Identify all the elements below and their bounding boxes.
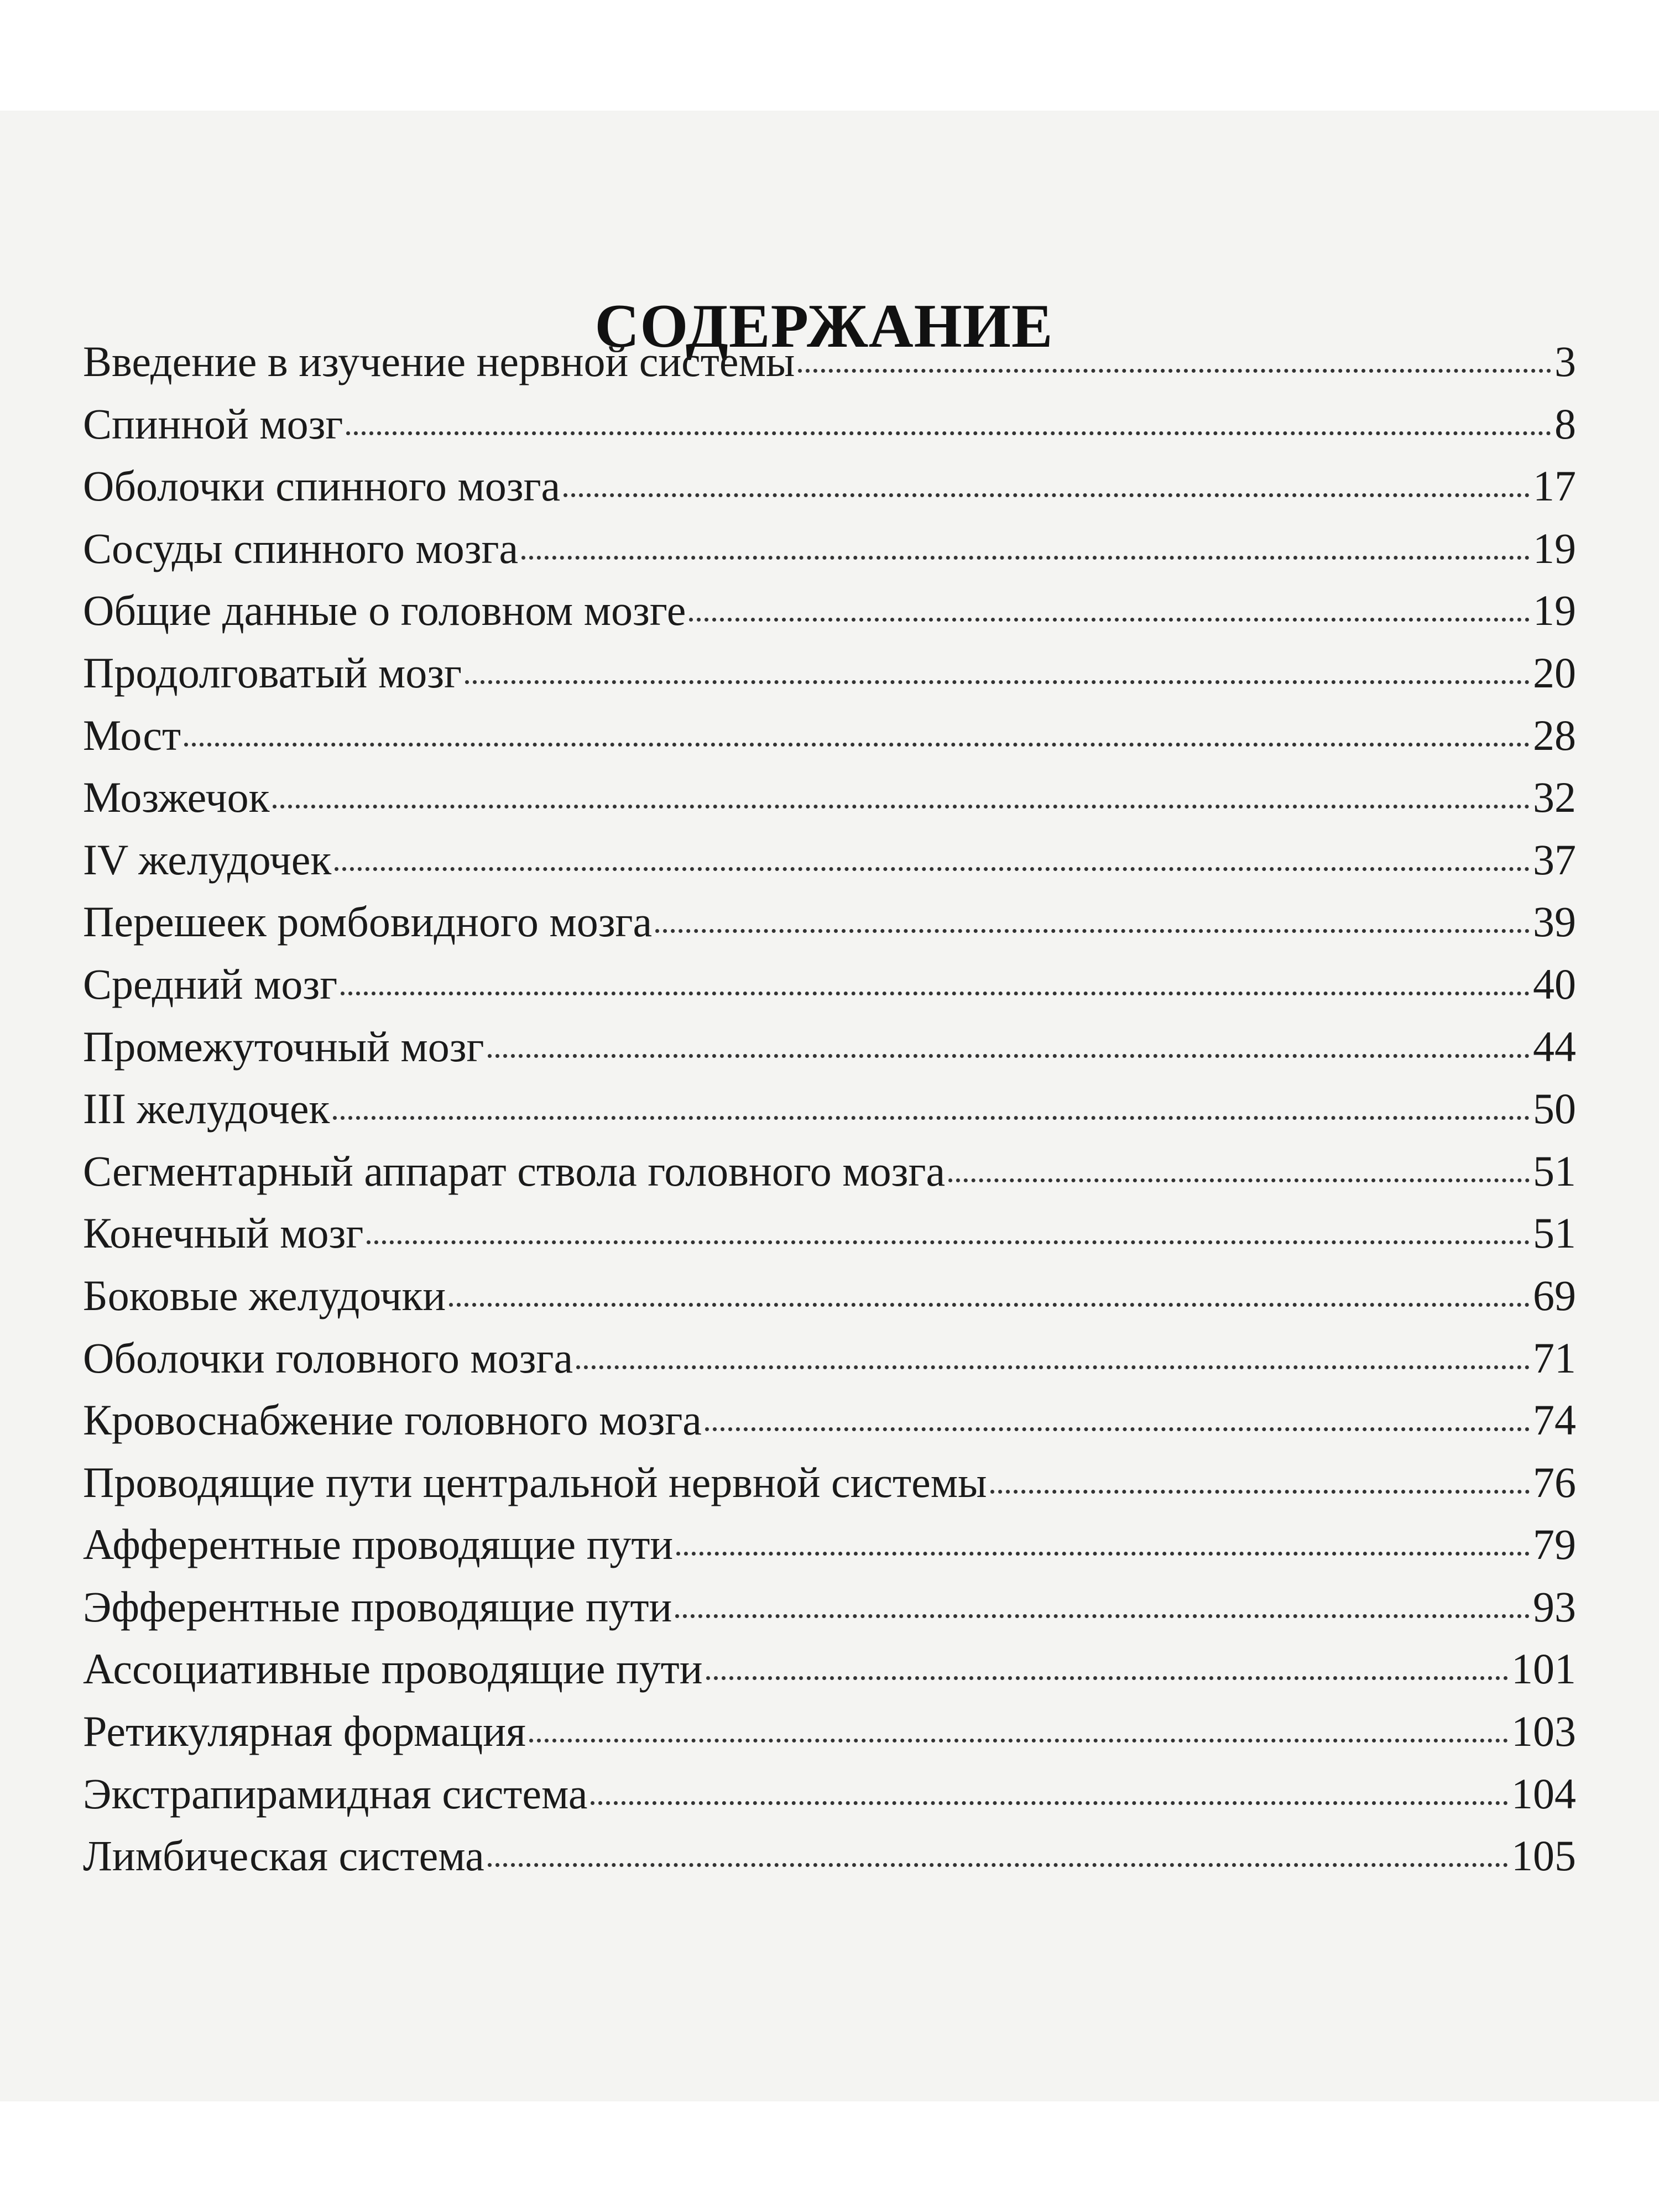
toc-entry-label: Сосуды спинного мозга — [83, 524, 519, 572]
toc-entry-label: III желудочек — [83, 1084, 330, 1133]
toc-entry-label: Ретикулярная формация — [83, 1707, 526, 1756]
toc-entry — [83, 1140, 1576, 1203]
toc-entry — [83, 1514, 1576, 1576]
toc-dot-leader — [521, 556, 1530, 560]
toc-entry-page-number: 74 — [1533, 1396, 1576, 1444]
toc-entry — [83, 331, 1576, 393]
toc-dot-leader — [576, 1365, 1530, 1369]
toc-entry-label: Мозжечок — [83, 773, 270, 822]
toc-entry — [83, 1389, 1576, 1452]
toc-dot-leader — [705, 1427, 1530, 1431]
toc-entry-label: Промежуточный мозг — [83, 1022, 484, 1071]
toc-dot-leader — [341, 992, 1530, 995]
toc-entry-page-number: 37 — [1533, 835, 1576, 884]
toc-dot-leader — [465, 680, 1530, 684]
toc-dot-leader — [367, 1240, 1530, 1244]
toc-dot-leader — [488, 1863, 1508, 1867]
toc-entry — [83, 705, 1576, 767]
toc-entry — [83, 1763, 1576, 1825]
toc-dot-leader — [591, 1801, 1508, 1805]
toc-entry-page-number: 101 — [1511, 1645, 1576, 1693]
toc-entry — [83, 891, 1576, 953]
toc-entry-label: IV желудочек — [83, 835, 332, 884]
toc-dot-leader — [689, 618, 1530, 622]
toc-dot-leader — [706, 1676, 1509, 1680]
toc-entry — [83, 1016, 1576, 1078]
toc-entry-label: Ассоциативные проводящие пути — [83, 1645, 703, 1693]
toc-dot-leader — [488, 1054, 1530, 1058]
toc-dot-leader — [676, 1552, 1530, 1556]
toc-entry — [83, 1452, 1576, 1514]
toc-dot-leader — [335, 867, 1530, 871]
toc-entry-page-number: 71 — [1533, 1333, 1576, 1382]
toc-entry — [83, 1327, 1576, 1390]
toc-entry-label: Общие данные о головном мозге — [83, 586, 686, 635]
toc-entry-page-number: 104 — [1511, 1769, 1576, 1818]
toc-entry-page-number: 20 — [1533, 648, 1576, 697]
toc-entry-page-number: 39 — [1533, 898, 1576, 946]
toc-entry-label: Лимбическая система — [83, 1832, 484, 1880]
page-title: СОДЕРЖАНИЕ — [594, 292, 1053, 361]
toc-entry-label: Перешеек ромбовидного мозга — [83, 898, 653, 946]
toc-entry-page-number: 3 — [1554, 337, 1576, 385]
toc-dot-leader — [346, 431, 1551, 435]
toc-dot-leader — [529, 1739, 1508, 1743]
toc-entry-page-number: 69 — [1533, 1271, 1576, 1319]
toc-dot-leader — [948, 1178, 1530, 1182]
toc-entry-page-number: 40 — [1533, 959, 1576, 1008]
toc-dot-leader — [184, 743, 1530, 747]
toc-entry-label: Введение в изучение нервной системы — [83, 337, 795, 385]
toc-entry — [83, 829, 1576, 891]
toc-entry — [83, 393, 1576, 456]
toc-entry-label: Экстрапирамидная система — [83, 1769, 588, 1818]
toc-entry-page-number: 76 — [1533, 1458, 1576, 1506]
toc-entry — [83, 1825, 1576, 1887]
toc-entry-label: Средний мозг — [83, 959, 338, 1008]
toc-entry-page-number: 8 — [1554, 399, 1576, 448]
toc-entry-label: Сегментарный аппарат ствола головного мозга — [83, 1146, 946, 1195]
toc-entry-page-number: 17 — [1533, 462, 1576, 510]
toc-entry-page-number: 103 — [1511, 1707, 1576, 1756]
toc-entry — [83, 1265, 1576, 1327]
toc-entry-page-number: 51 — [1533, 1209, 1576, 1258]
toc-entry — [83, 1078, 1576, 1140]
toc-entry-page-number: 32 — [1533, 773, 1576, 822]
toc-dot-leader — [675, 1614, 1530, 1618]
toc-entry — [83, 1700, 1576, 1763]
toc-entry — [83, 580, 1576, 642]
toc-entry-label: Оболочки головного мозга — [83, 1333, 573, 1382]
toc-entry — [83, 1576, 1576, 1639]
toc-entry-label: Мост — [83, 711, 181, 759]
toc-entry — [83, 1638, 1576, 1700]
toc-entry-page-number: 44 — [1533, 1022, 1576, 1071]
toc-entry-page-number: 93 — [1533, 1582, 1576, 1631]
toc-entry-page-number: 50 — [1533, 1084, 1576, 1133]
toc-entry-page-number: 105 — [1511, 1832, 1576, 1880]
toc-entry — [83, 455, 1576, 518]
toc-entry-label: Продолговатый мозг — [83, 648, 462, 697]
toc-entry — [83, 766, 1576, 829]
toc-dot-leader — [564, 493, 1530, 497]
toc-dot-leader — [798, 369, 1551, 373]
toc-entry-label: Проводящие пути центральной нервной системы — [83, 1458, 987, 1506]
toc-entry — [83, 1202, 1576, 1265]
toc-dot-leader — [655, 929, 1530, 933]
toc-entry-label: Кровоснабжение головного мозга — [83, 1396, 702, 1444]
toc-entry-label: Конечный мозг — [83, 1209, 364, 1258]
toc-entry — [83, 953, 1576, 1016]
toc-entry-page-number: 28 — [1533, 711, 1576, 759]
toc-entry-label: Боковые желудочки — [83, 1271, 446, 1319]
toc-entry-label: Эфферентные проводящие пути — [83, 1582, 672, 1631]
toc-entry-page-number: 51 — [1533, 1146, 1576, 1195]
toc-dot-leader — [273, 805, 1530, 808]
toc-entry-page-number: 19 — [1533, 586, 1576, 635]
toc-dot-leader — [990, 1490, 1530, 1494]
toc-dot-leader — [333, 1116, 1530, 1120]
toc-dot-leader — [449, 1303, 1530, 1307]
toc-entry-label: Афферентные проводящие пути — [83, 1520, 674, 1569]
toc-entry — [83, 518, 1576, 580]
toc-entry-label: Оболочки спинного мозга — [83, 462, 561, 510]
toc-entry-label: Спинной мозг — [83, 399, 343, 448]
toc-entry — [83, 642, 1576, 705]
toc-entry-page-number: 79 — [1533, 1520, 1576, 1569]
toc-entry-page-number: 19 — [1533, 524, 1576, 572]
table-of-contents — [83, 331, 1576, 1887]
